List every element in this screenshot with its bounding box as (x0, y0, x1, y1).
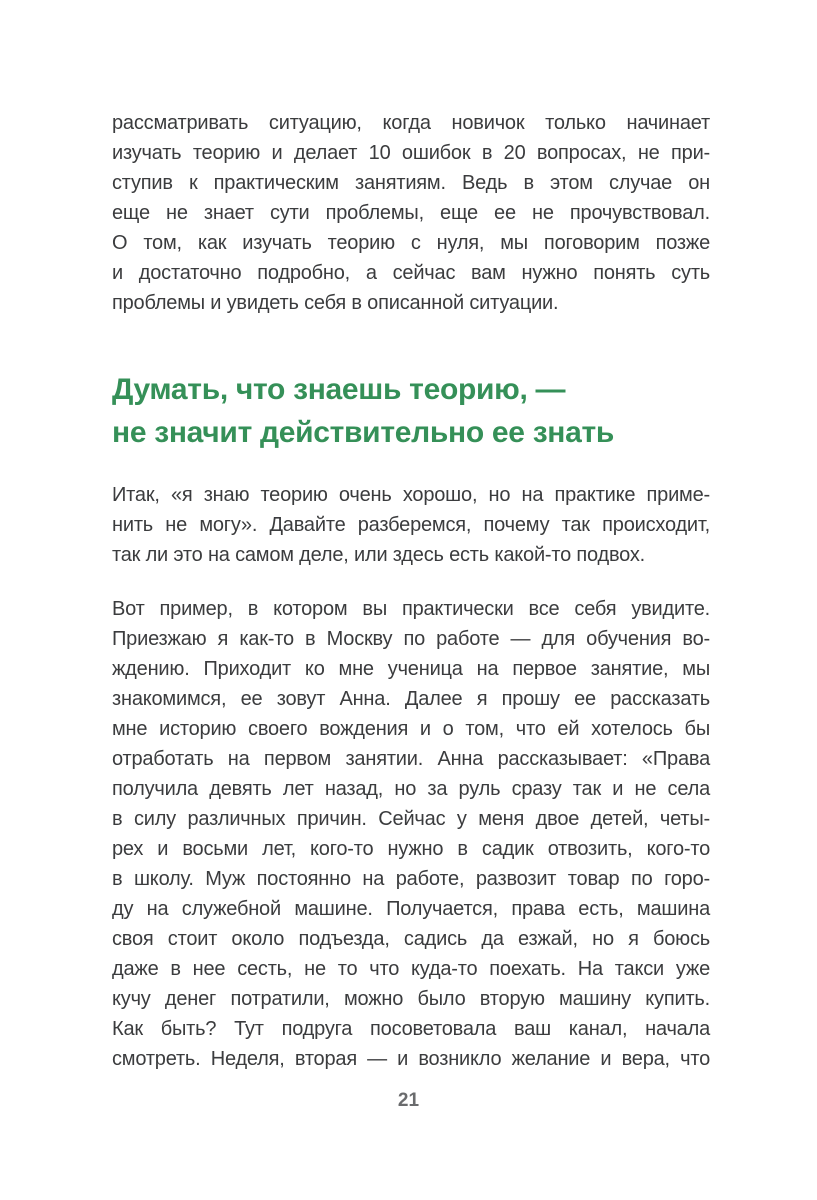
text-line: Думать, что знаешь теорию, — (112, 373, 566, 406)
text-line: рассматривать ситуацию, когда новичок только начинает (112, 112, 710, 134)
text-line: Итак, «я знаю теорию очень хорошо, но на практике приме- (112, 484, 710, 506)
text-line: еще не знает сути проблемы, еще ее не прочувствовал. (112, 202, 710, 224)
text-line: отработать на первом занятии. Анна рассказывает: «Права (112, 748, 710, 770)
text-line: ждению. Приходит ко мне ученица на первое занятие, мы (112, 658, 710, 680)
text-line: в силу различных причин. Сейчас у меня двое детей, четы- (112, 808, 710, 830)
text-line: Как быть? Тут подруга посоветовала ваш канал, начала (112, 1018, 710, 1040)
text-line: и достаточно подробно, а сейчас вам нужно понять суть (112, 262, 710, 284)
text-block (112, 108, 710, 1074)
paragraph-example (112, 594, 710, 1074)
text-line: изучать теорию и делает 10 ошибок в 20 вопросах, не при- (112, 142, 710, 164)
text-line: кучу денег потратили, можно было вторую машину купить. (112, 988, 710, 1010)
text-line: знакомимся, ее зовут Анна. Далее я прошу ее рассказать (112, 688, 710, 710)
text-line: смотреть. Неделя, вторая — и возникло желание и вера, что (112, 1048, 710, 1070)
text-line: своя стоит около подъезда, садись да езжай, но я боюсь (112, 928, 710, 950)
text-line: ду на служебной машине. Получается, права есть, машина (112, 898, 710, 920)
text-line: ступив к практическим занятиям. Ведь в этом случае он (112, 172, 710, 194)
section-heading (112, 368, 710, 454)
text-line: получила девять лет назад, но за руль сразу так и не села (112, 778, 710, 800)
text-line: О том, как изучать теорию с нуля, мы поговорим позже (112, 232, 710, 254)
text-line: проблемы и увидеть себя в описанной ситуации. (112, 292, 559, 314)
text-line: Вот пример, в котором вы практически все себя увидите. (112, 598, 710, 620)
text-line: так ли это на самом деле, или здесь есть какой-то подвох. (112, 544, 646, 566)
text-line: Приезжаю я как-то в Москву по работе — для обучения во- (112, 628, 710, 650)
text-line: рех и восьми лет, кого-то нужно в садик отвозить, кого-то (112, 838, 710, 860)
text-line: в школу. Муж постоянно на работе, развозит товар по горо- (112, 868, 710, 890)
paragraph-intro (112, 108, 710, 318)
text-line: даже в нее сесть, не то что куда-то поехать. На такси уже (112, 958, 710, 980)
paragraph-itak (112, 480, 710, 570)
page-number: 21 (397, 1090, 420, 1111)
text-line: не значит действительно ее знать (112, 416, 615, 449)
text-line: мне историю своего вождения и о том, что ей хотелось бы (112, 718, 710, 740)
text-line: нить не могу». Давайте разберемся, почему так происходит, (112, 514, 710, 536)
